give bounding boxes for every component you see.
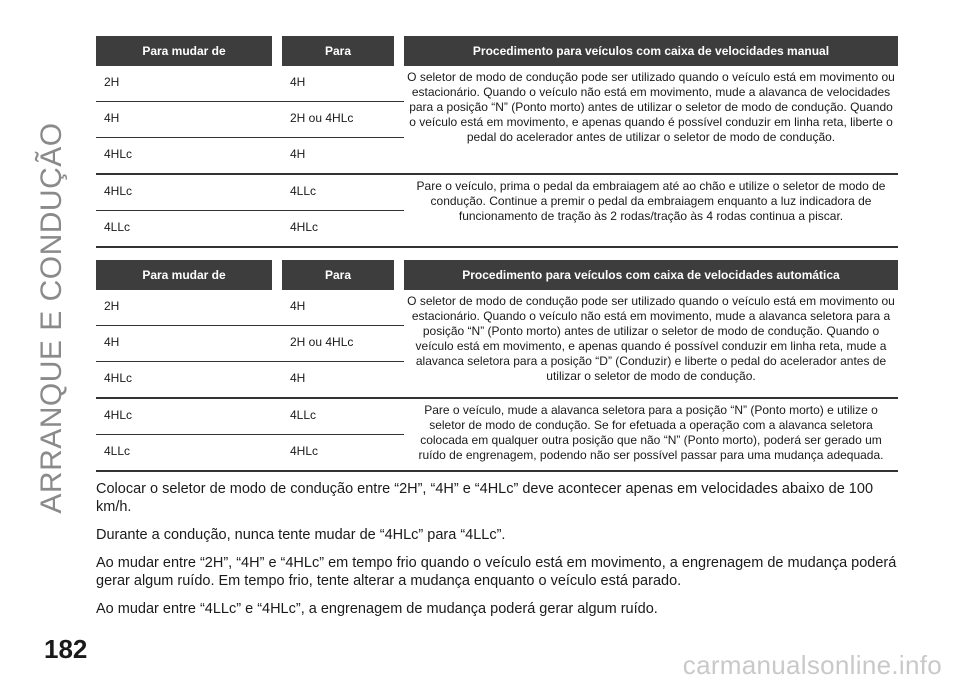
table-row (96, 174, 898, 211)
table-header-row (96, 36, 898, 66)
body-paragraph: Durante a condução, nunca tente mudar de “4HLc” para “4LLc”. (96, 527, 506, 543)
cell-to: 2H ou 4HLc (282, 102, 394, 138)
header-procedure: Procedimento para veículos com caixa de velocidades manual (404, 36, 898, 66)
body-paragraph: Colocar o seletor de modo de condução entre “2H”, “4H” e “4HLc” deve acontecer apenas em velocidades abaixo de 100 km/h. (96, 481, 874, 515)
header-to: Para (282, 36, 394, 66)
header-from: Para mudar de (96, 36, 272, 66)
page-number: 182 (44, 634, 88, 664)
cell-procedure: O seletor de modo de condução pode ser utilizado quando o veículo está em movimento ou estacionário. Quando o veículo não está em movimento, mude a alavanca de velocidades para a posição “N” (Ponto morto) antes de utilizar o seletor de modo de condução. Quando o veículo está em movimento, e apenas quando é possível conduzir em linha reta, liberte o pedal do acelerador antes de utilizar o seletor de modo de condução. (404, 66, 898, 174)
cell-from: 2H (96, 290, 272, 326)
cell-to: 4H (282, 66, 394, 102)
cell-from: 4H (96, 326, 272, 362)
cell-from: 4HLc (96, 398, 272, 435)
cell-from: 4HLc (96, 362, 272, 399)
table-header-row (96, 260, 898, 290)
table-row (96, 66, 898, 102)
cell-to: 4H (282, 290, 394, 326)
cell-to: 4H (282, 362, 394, 399)
header-from: Para mudar de (96, 260, 272, 290)
cell-to: 4LLc (282, 398, 394, 435)
cell-to: 4LLc (282, 174, 394, 211)
cell-procedure: O seletor de modo de condução pode ser utilizado quando o veículo está em movimento ou estacionário. Quando o veículo não está em movimento, mude a alavanca seletora para a posição “N” (Ponto morto) antes de utilizar o seletor de modo de condução. Quando o veículo está em movimento, e apenas quando é possível conduzir em linha reta, mude a alavanca seletora para a posição “D” (Conduzir) e liberte o pedal do acelerador antes de utilizar o seletor de modo de condução. (404, 290, 898, 398)
table-row (96, 398, 898, 435)
cell-from: 4HLc (96, 174, 272, 211)
cell-from: 2H (96, 66, 272, 102)
cell-to: 4HLc (282, 435, 394, 472)
automatic-gearbox-table (96, 260, 898, 472)
cell-to: 4HLc (282, 211, 394, 248)
section-side-title: ARRANQUE E CONDUÇÃO (35, 122, 68, 514)
cell-from: 4LLc (96, 211, 272, 248)
cell-to: 4H (282, 138, 394, 175)
cell-from: 4HLc (96, 138, 272, 175)
cell-from: 4LLc (96, 435, 272, 472)
header-procedure: Procedimento para veículos com caixa de velocidades automática (404, 260, 898, 290)
cell-from: 4H (96, 102, 272, 138)
body-paragraph: Ao mudar entre “2H”, “4H” e “4HLc” em tempo frio quando o veículo está em movimento, a engrenagem de mudança poderá gerar algum ruído. Em tempo frio, tente alterar a mudança enquanto o veículo está parado. (96, 555, 897, 589)
header-to: Para (282, 260, 394, 290)
cell-to: 2H ou 4HLc (282, 326, 394, 362)
body-paragraph: Ao mudar entre “4LLc” e “4HLc”, a engrenagem de mudança poderá gerar algum ruído. (96, 601, 658, 617)
watermark: carmanualsonline.info (682, 650, 942, 680)
cell-procedure: Pare o veículo, mude a alavanca seletora para a posição “N” (Ponto morto) e utilize o seletor de modo de condução. Se for efetuada a operação com a alavanca seletora colocada em qualquer outra posição que não “N” (Ponto morto), poderá ser gerado um ruído de engrenagem, podendo não ser possível passar para uma mudança adequada. (404, 398, 898, 471)
cell-procedure: Pare o veículo, prima o pedal da embraiagem até ao chão e utilize o seletor de modo de condução. Continue a premir o pedal da embraiagem enquanto a luz indicadora de funcionamento de tração às 2 rodas/tração às 4 rodas continua a piscar. (404, 174, 898, 247)
table-row (96, 290, 898, 326)
page-content (96, 36, 898, 618)
manual-gearbox-table (96, 36, 898, 248)
